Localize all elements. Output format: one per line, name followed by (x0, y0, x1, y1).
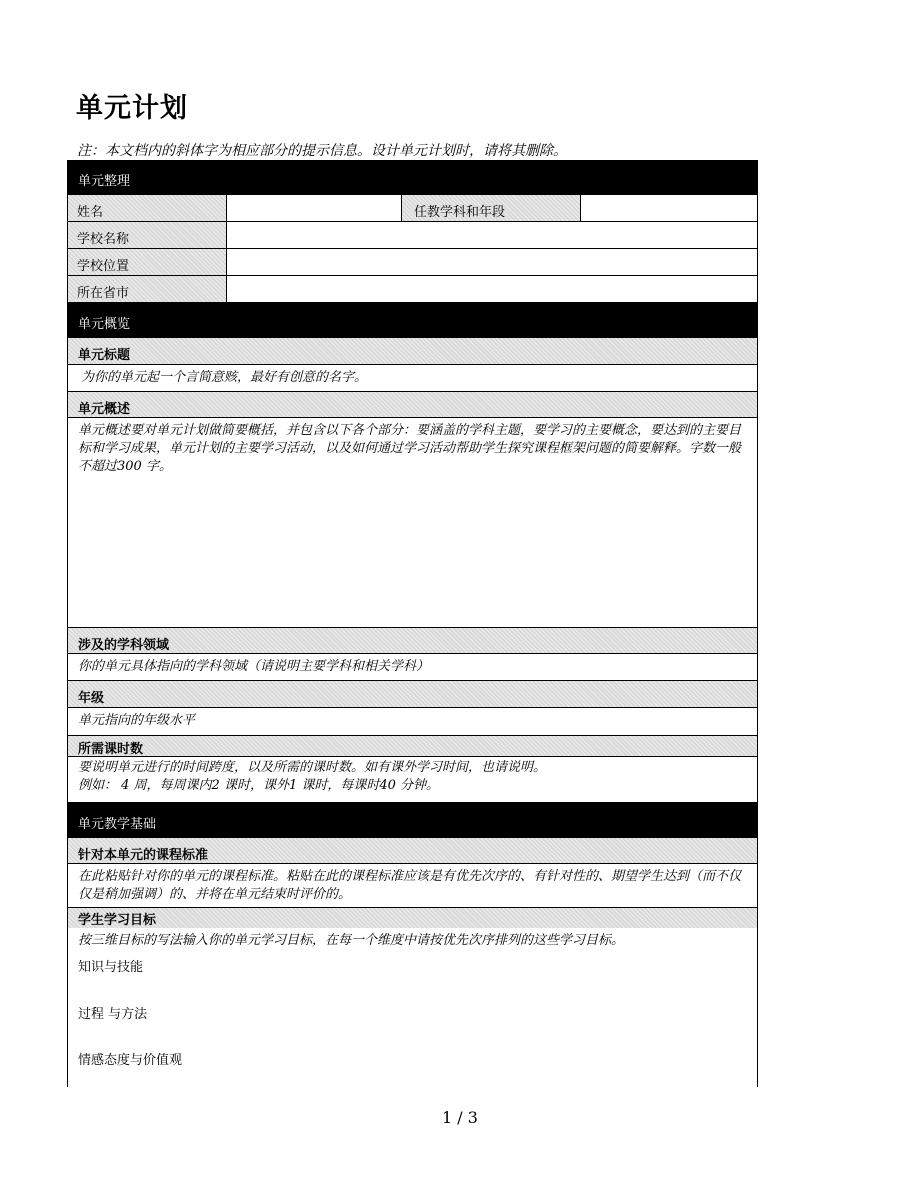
school-name-label: 学校名称 (68, 222, 227, 248)
curriculum-standards-label: 针对本单元的课程标准 (68, 838, 757, 864)
school-location-field[interactable] (227, 249, 757, 275)
page-number: 1 / 3 (442, 1108, 478, 1127)
subject-grade-label: 任教学科和年段 (402, 195, 581, 221)
subject-area-label: 涉及的学科领域 (68, 628, 757, 654)
unit-title-label: 单元标题 (68, 338, 757, 365)
class-hours-hint-block[interactable] (68, 757, 757, 803)
class-hours-label: 所需课时数 (68, 736, 757, 757)
school-name-field[interactable] (227, 222, 757, 248)
subject-grade-field[interactable] (581, 195, 757, 221)
learning-objectives-content[interactable] (68, 928, 757, 1087)
section-header-unit-overview: 单元概览 (68, 303, 757, 338)
dimension-attitudes-values: 情感态度与价值观 (78, 1053, 183, 1068)
school-location-row (68, 249, 757, 276)
grade-label: 年级 (68, 681, 757, 708)
subject-area-hint[interactable]: 你的单元具体指向的学科领域（请说明主要学科和相关学科） (68, 654, 757, 681)
unit-title-hint[interactable]: 为你的单元起一个言简意赅，最好有创意的名字。 (68, 365, 757, 392)
unit-summary-label: 单元概述 (68, 392, 757, 418)
section-header-unit-info: 单元整理 (68, 160, 757, 195)
learning-objectives-hint: 按三维目标的写法输入你的单元学习目标，在每一个维度中请按优先次序排列的这些学习目标。 (78, 933, 625, 948)
province-city-field[interactable] (227, 276, 757, 302)
school-location-label: 学校位置 (68, 249, 227, 275)
section-header-unit-basis: 单元教学基础 (68, 803, 757, 838)
school-name-row (68, 222, 757, 249)
learning-objectives-label: 学生学习目标 (68, 908, 757, 928)
name-label: 姓名 (68, 195, 227, 221)
unit-plan-table (67, 160, 758, 1087)
name-field[interactable] (227, 195, 402, 221)
province-city-label: 所在省市 (68, 276, 227, 302)
class-hours-hint: 要说明单元进行的时间跨度，以及所需的课时数。如有课外学习时间，也请说明。 (78, 760, 547, 775)
document-note: 注：本文档内的斜体字为相应部分的提示信息。设计单元计划时，请将其删除。 (77, 143, 567, 159)
dimension-knowledge-skills: 知识与技能 (78, 960, 144, 975)
class-hours-example: 例如： 4 周，每周课内2 课时，课外1 课时，每课时40 分钟。 (78, 778, 440, 793)
unit-summary-hint[interactable]: 单元概述要对单元计划做简要概括，并包含以下各个部分：要涵盖的学科主题，要学习的主要概念，要达到的主要目标和学习成果，单元计划的主要学习活动，以及如何通过学习活动帮助学生探究课程框架问题的简要解释。字数一般不超过300 字。 (68, 418, 757, 628)
grade-hint[interactable]: 单元指向的年级水平 (68, 708, 757, 736)
document-title: 单元计划 (76, 93, 188, 124)
province-city-row (68, 276, 757, 303)
dimension-process-methods: 过程 与方法 (78, 1007, 148, 1022)
curriculum-standards-hint[interactable]: 在此粘贴针对你的单元的课程标准。粘贴在此的课程标准应该是有优先次序的、有针对性的、期望学生达到（而不仅仅是稍加强调）的、并将在单元结束时评价的。 (68, 864, 757, 908)
name-row (68, 195, 757, 222)
